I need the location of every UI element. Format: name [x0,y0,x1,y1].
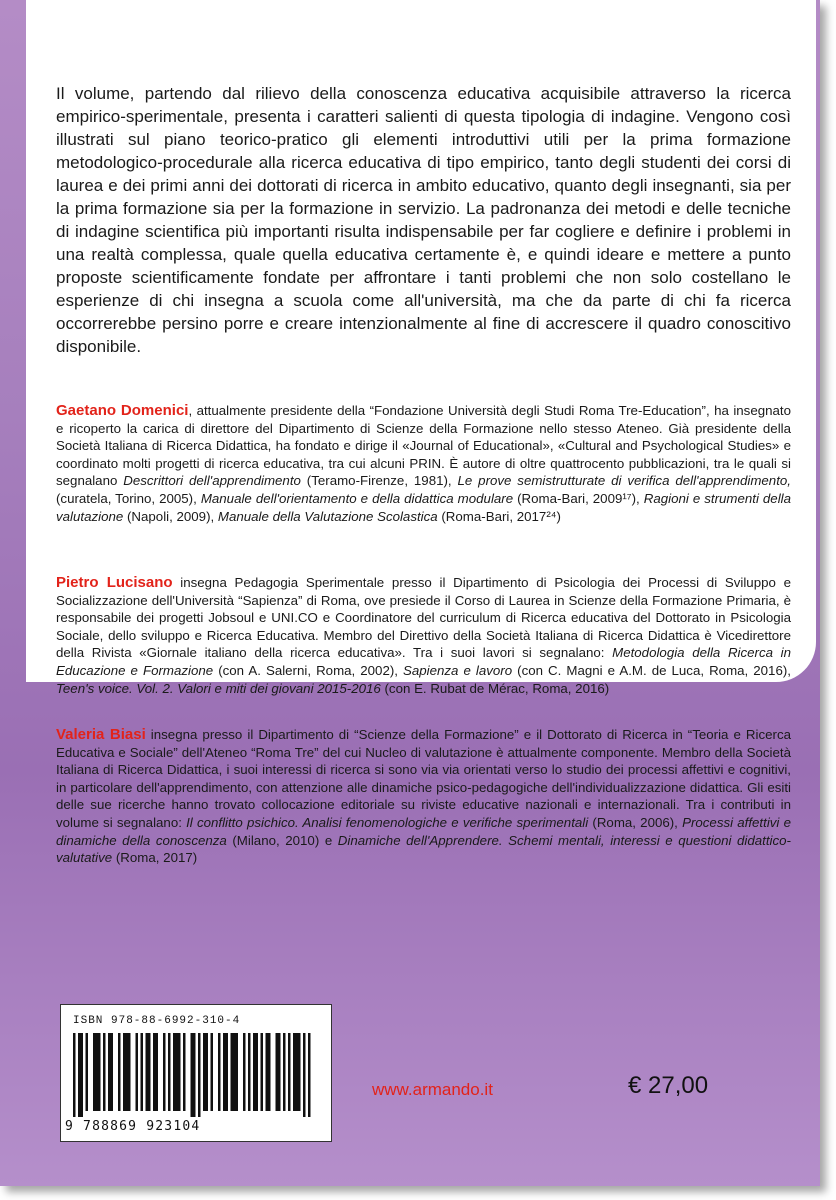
barcode-bar [146,1033,149,1111]
barcode-bar [98,1033,101,1111]
barcode-bar [243,1033,246,1111]
bio-text: (curatela, Torino, 2005), [56,490,201,506]
bio-text: (Teramo-Firenze, 1981), [300,473,458,489]
barcode-bar [268,1033,271,1111]
bio-text: insegna presso il Dipartimento di “Scienze della Formazione” e il Dottorato di Ricerca in “Teoria e Ricerca Educativa e Sociale” dell'Ateneo “Roma Tre” del cui Nucleo di valutazione è attualmente componente. Membro della Società Italiana di Ricerca Didattica, i suoi interessi di ricerca si sono via via orientati verso lo studio dei processi affettivi e cognitivi, in particolare dell'apprendimento, con attenzione alle dinamiche psico-pedagogiche dell'individualizzazione didattica. Gli esiti delle sue ricerche hanno trovato collocazione editoriale su riviste educative nazionali e internazionali. Tra i contributi in volume si segnalano: [56,727,791,830]
barcode-bar [203,1033,206,1111]
barcode-bar [111,1033,114,1111]
barcode-bar [93,1033,96,1111]
barcode-bar [96,1033,99,1111]
barcode-bar [141,1033,144,1111]
isbn-digits: 9 788869 923104 [65,1119,201,1134]
work-title: Descrittori dell'apprendimento [123,473,301,489]
bio-text: (Roma-Bari, 2017²⁴) [437,508,561,524]
author-bio-biasi [56,726,791,867]
work-title: Sapienza e lavoro [403,662,513,678]
barcode-bar [108,1033,111,1111]
barcode-bar [308,1033,311,1117]
barcode-bar [218,1033,221,1111]
price-label: € 27,00 [628,1072,709,1099]
bio-text: (Roma, 2017) [112,850,198,866]
barcode-bar [211,1033,214,1111]
barcode-bar [128,1033,131,1111]
barcode-bar [266,1033,269,1111]
barcode-bar [303,1033,306,1117]
work-title: Il conflitto psichico. Analisi fenomenologiche e verifiche sperimentali [186,814,589,830]
work-title: Manuale della Valutazione Scolastica [217,508,438,524]
bio-text: (con A. Salerni, Roma, 2002), [213,662,403,678]
barcode-bar [118,1033,121,1111]
barcode-bar [231,1033,234,1111]
work-title: Le prove semistrutturate di verifica dell'apprendimento, [457,473,791,489]
isbn-label: ISBN 978-88-6992-310-4 [73,1015,241,1027]
barcode-bar [78,1033,81,1117]
book-description [56,82,791,358]
barcode-bar [261,1033,264,1111]
barcode-bar [223,1033,226,1111]
barcode-bar [296,1033,299,1111]
barcode-bar [298,1033,301,1111]
barcode-bar [191,1033,194,1117]
bio-text: (con C. Magni e A.M. de Luca, Roma, 2016), [512,662,791,678]
barcode-bar [178,1033,181,1111]
author-name: Valeria Biasi [56,726,146,743]
barcode-bar [163,1033,166,1111]
author-name: Pietro Lucisano [56,574,173,591]
barcode-bar [193,1033,196,1117]
barcode-bar [103,1033,106,1111]
barcode-bar [136,1033,139,1111]
author-bio-lucisano [56,574,791,697]
bio-text: (Roma, 2006), [588,814,683,830]
bio-text: (Roma-Bari, 2009¹⁷), [513,490,644,506]
barcode-bar [156,1033,159,1111]
author-name: Gaetano Domenici [56,402,189,419]
work-title: Ragioni e strumenti della valutazione [56,490,791,524]
isbn-barcode-box [60,1004,332,1142]
work-title: Metodologia della Ricerca in Educazione e Formazione [56,645,792,678]
barcode-bar [283,1033,286,1111]
barcode-bar [236,1033,239,1111]
work-title: Teen's voice. Vol. 2. Valori e miti dei giovani 2015-2016 [56,680,381,696]
barcode-bar [276,1033,279,1111]
work-title: Manuale dell'orientamento e della didattica modulare [200,490,514,506]
text-panel [26,0,816,866]
barcode-bar [198,1033,201,1117]
barcode-bar [226,1033,229,1111]
barcode-bar [233,1033,236,1111]
barcode-bar [168,1033,171,1111]
bio-text: (con E. Rubat de Mérac, Roma, 2016) [380,680,610,696]
barcode-bar [86,1033,89,1111]
barcode-bar [153,1033,156,1111]
barcode-bar [248,1033,251,1111]
barcode-bar [293,1033,296,1111]
barcode-bar [126,1033,129,1111]
barcode-icon [73,1033,319,1117]
barcode-bar [206,1033,209,1111]
intro-paragraph: Il volume, partendo dal rilievo della conoscenza educativa acquisibile attraverso la ricerca empirico-sperimentale, presenta i caratteri salienti di questa tipologia di indagine. Vengono così illustrati sul piano teorico-pratico gli elementi introduttivi utili per la prima formazione metodologico-procedurale alla ricerca educativa di tipo empirico, tanto degli studenti dei corsi di laurea e dei primi anni dei dottorati di ricerca in ambito educativo, quanto degli insegnanti, sia per la prima formazione sia per la formazione in servizio. La padronanza dei metodi e delle tecniche di indagine scientifica più importanti risulta indispensabile per far cogliere e definire i problemi in una realtà complessa, quale quella educativa certamente è, e quindi ideare e mettere a punto proposte scientificamente fondate per affrontare i tanti problemi che non solo costellano le esperienze di chi insegna a scuola come all'università, ma che da parte di chi fa ricerca occorrerebbe persino porre e creare intenzionalmente al fine di accrescere il quadro conoscitivo disponibile. [56,84,791,356]
barcode-bar [256,1033,259,1111]
bio-text: (Napoli, 2009), [123,508,218,524]
barcode-bar [81,1033,84,1117]
barcode-bar [148,1033,151,1111]
barcode-bar [173,1033,176,1111]
barcode-bar [123,1033,126,1111]
work-title: Processi affettivi e dinamiche della conoscenza [56,814,791,848]
barcode-bar [288,1033,291,1111]
work-title: Dinamiche dell'Apprendere. Schemi mentali, interessi e questioni didattico-valutative [56,832,791,866]
barcode-bar [183,1033,186,1111]
publisher-website-link[interactable]: www.armando.it [372,1080,493,1099]
barcode-bar [176,1033,179,1111]
bio-text: , attualmente presidente della “Fondazione Università degli Studi Roma Tre-Education”, ha insegnato e ricoperto la carica di direttore del Dipartimento di Scienze della Formazione nello stesso Ateneo. Già presidente della Società Italiana di Ricerca Didattica, ha fondato e dirige il «Journal of Educational», «Cultural and Psychological Studies» e coordinato molti progetti di ricerca educativa, tra cui alcuni PRIN. È autore di oltre quattrocento pubblicazioni, tra le quali si segnalano [56,403,791,489]
barcode-bar [73,1033,76,1117]
bio-text: (Milano, 2010) e [226,832,338,848]
barcode-bar [278,1033,281,1111]
bio-text: insegna Pedagogia Sperimentale presso il Dipartimento di Psicologia dei Processi di Sviluppo e Socializzazione dell'Università “Sapienza” di Roma, ove presiede il Corso di Laurea in Scienze della Formazione Primaria, è responsabile dei progetti Jobsoul e UNI.CO e Coordinatore del curriculum di Ricerca educativa del Dottorato in Psicologia Sociale, dello sviluppo e Ricerca Educativa. Membro del Direttivo della Società Italiana di Ricerca Didattica è Vicedirettore della Rivista «Giornale italiano della ricerca educativa». Tra i suoi lavori si segnalano: [56,575,791,661]
barcode-bar [253,1033,256,1111]
author-bio-domenici [56,402,791,525]
